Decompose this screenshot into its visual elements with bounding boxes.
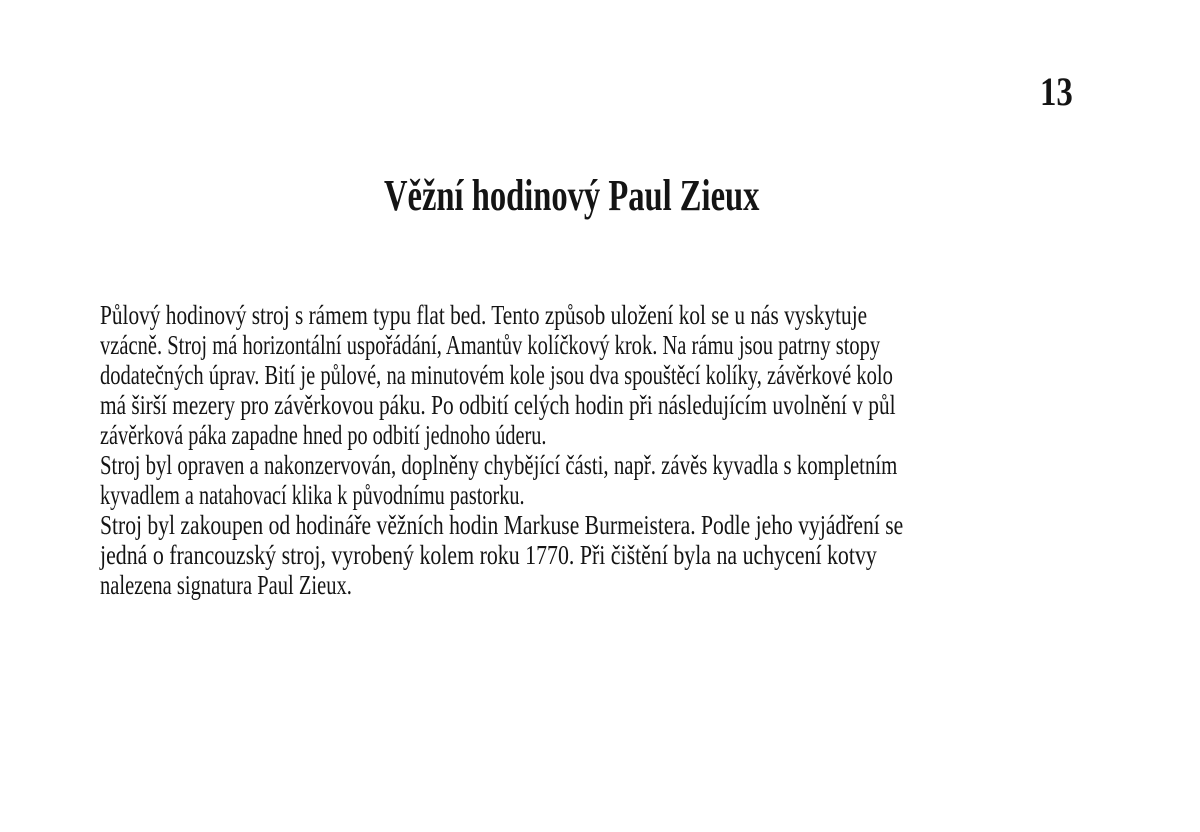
text-line [100,570,1140,600]
body-text [100,300,1140,600]
text-line [100,540,1140,570]
text-line [100,420,1140,450]
text-line-content: Stroj byl zakoupen od hodináře věžních hodin Markuse Burmeistera. Podle jeho vyjádření se [100,510,904,540]
page-number: 13 [1040,69,1073,114]
text-line [100,390,1140,420]
text-line-content: má širší mezery pro závěrkovou páku. Po odbití celých hodin při následujícím uvolnění v půl [100,390,896,420]
text-line-content: dodatečných úprav. Bití je půlové, na minutovém kole jsou dva spouštěcí kolíky, závěrkové kolo [100,360,893,390]
text-line-content: Stroj byl opraven a nakonzervován, doplněny chybějící části, např. závěs kyvadla s kompletním [100,450,898,480]
page-title: Věžní hodinový Paul Zieux [384,171,760,220]
text-line [100,360,1140,390]
text-line-content: kyvadlem a natahovací klika k původnímu pastorku. [100,480,525,510]
text-line-content: závěrková páka zapadne hned po odbití jednoho úderu. [100,420,547,450]
text-line [100,450,1140,480]
text-line-content: jedná o francouzský stroj, vyrobený kolem roku 1770. Při čištění byla na uchycení kotvy [100,540,877,570]
text-line-content: nalezena signatura Paul Zieux. [100,570,352,600]
text-line [100,480,1140,510]
text-line [100,510,1140,540]
text-line [100,300,1140,330]
text-line [100,330,1140,360]
text-line-content: vzácně. Stroj má horizontální uspořádání, Amantův kolíčkový krok. Na rámu jsou patrny stopy [100,330,881,360]
text-line-content: Půlový hodinový stroj s rámem typu flat bed. Tento způsob uložení kol se u nás vyskytuje [100,300,868,330]
